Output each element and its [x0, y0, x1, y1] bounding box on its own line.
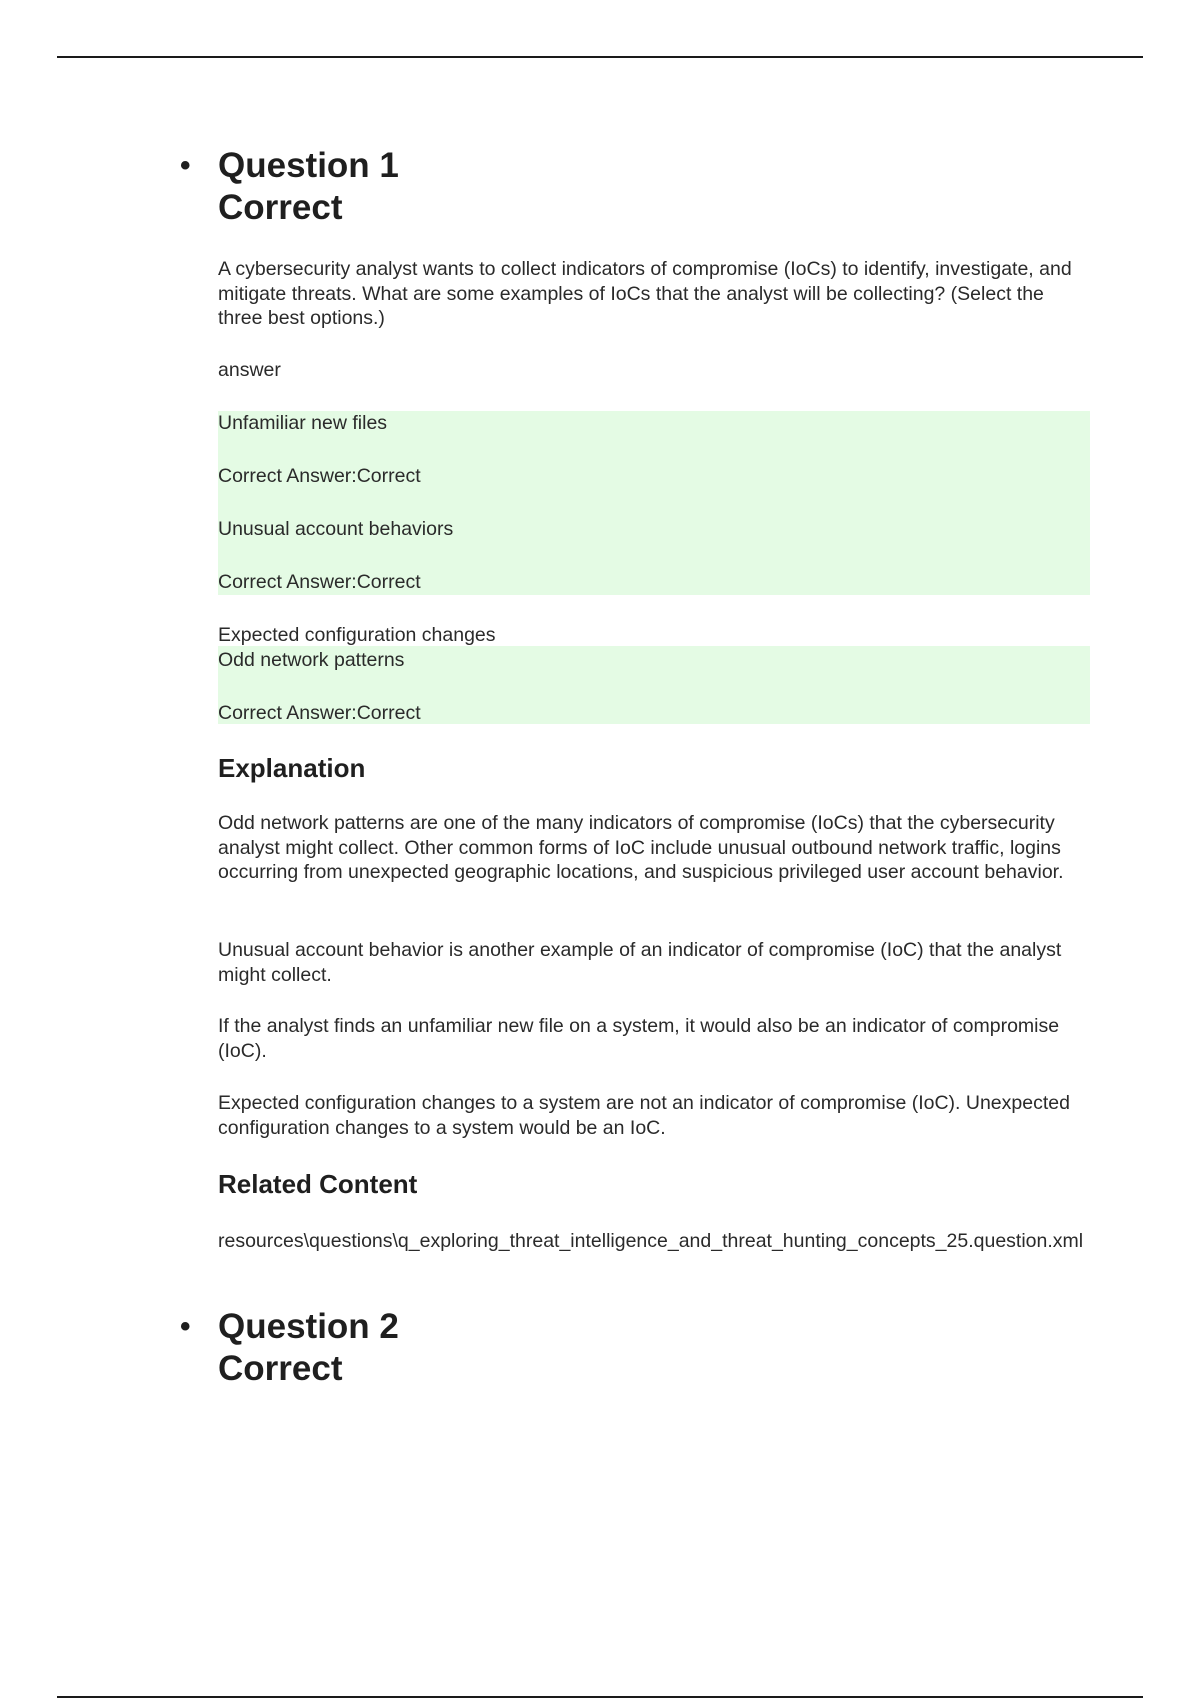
question-1-heading — [180, 145, 399, 229]
top-rule — [57, 56, 1143, 58]
related-content-heading: Related Content — [218, 1169, 418, 1199]
list-bullet: • — [180, 149, 191, 182]
explanation-paragraph: Odd network patterns are one of the many indicators of compromise (IoCs) that the cybersecurity analyst might collect. Other common forms of IoC include unusual outbound network traffic, logins occurring from unexpected geographic locations, and suspicious privileged user account behavior. — [218, 812, 1064, 883]
answer-option: Expected configuration changes — [218, 624, 496, 646]
question-2-heading — [180, 1306, 399, 1390]
related-content-path: resources\questions\q_exploring_threat_intelligence_and_threat_hunting_concepts_25.question.xml — [218, 1230, 1084, 1252]
answer-option: Unfamiliar new files — [218, 412, 388, 434]
answer-feedback: Correct Answer:Correct — [218, 702, 421, 724]
list-bullet: • — [180, 1310, 191, 1343]
question-status: Correct — [218, 1349, 343, 1388]
answer-feedback: Correct Answer:Correct — [218, 465, 421, 487]
explanation-heading: Explanation — [218, 753, 366, 783]
answer-label: answer — [218, 359, 281, 381]
explanation-paragraph: Expected configuration changes to a system are not an indicator of compromise (IoC). Unexpected configuration changes to a system would be an IoC. — [218, 1092, 1070, 1139]
question-prompt: A cybersecurity analyst wants to collect indicators of compromise (IoCs) to identify, investigate, and mitigate threats. What are some examples of IoCs that the analyst will be collecting? (Select the three best options.) — [218, 258, 1072, 329]
answer-feedback: Correct Answer:Correct — [218, 571, 421, 593]
explanation-paragraph: Unusual account behavior is another example of an indicator of compromise (IoC) that the analyst might collect. — [218, 939, 1062, 986]
answer-option: Odd network patterns — [218, 649, 405, 671]
question-status: Correct — [218, 188, 343, 227]
bottom-rule — [57, 1696, 1143, 1698]
correct-answers-block — [218, 411, 1090, 595]
answer-option: Unusual account behaviors — [218, 518, 454, 540]
question-number: Question 1 — [218, 146, 399, 185]
question-number: Question 2 — [218, 1307, 399, 1346]
explanation-paragraph: If the analyst finds an unfamiliar new file on a system, it would also be an indicator of compromise (IoC). — [218, 1015, 1060, 1062]
